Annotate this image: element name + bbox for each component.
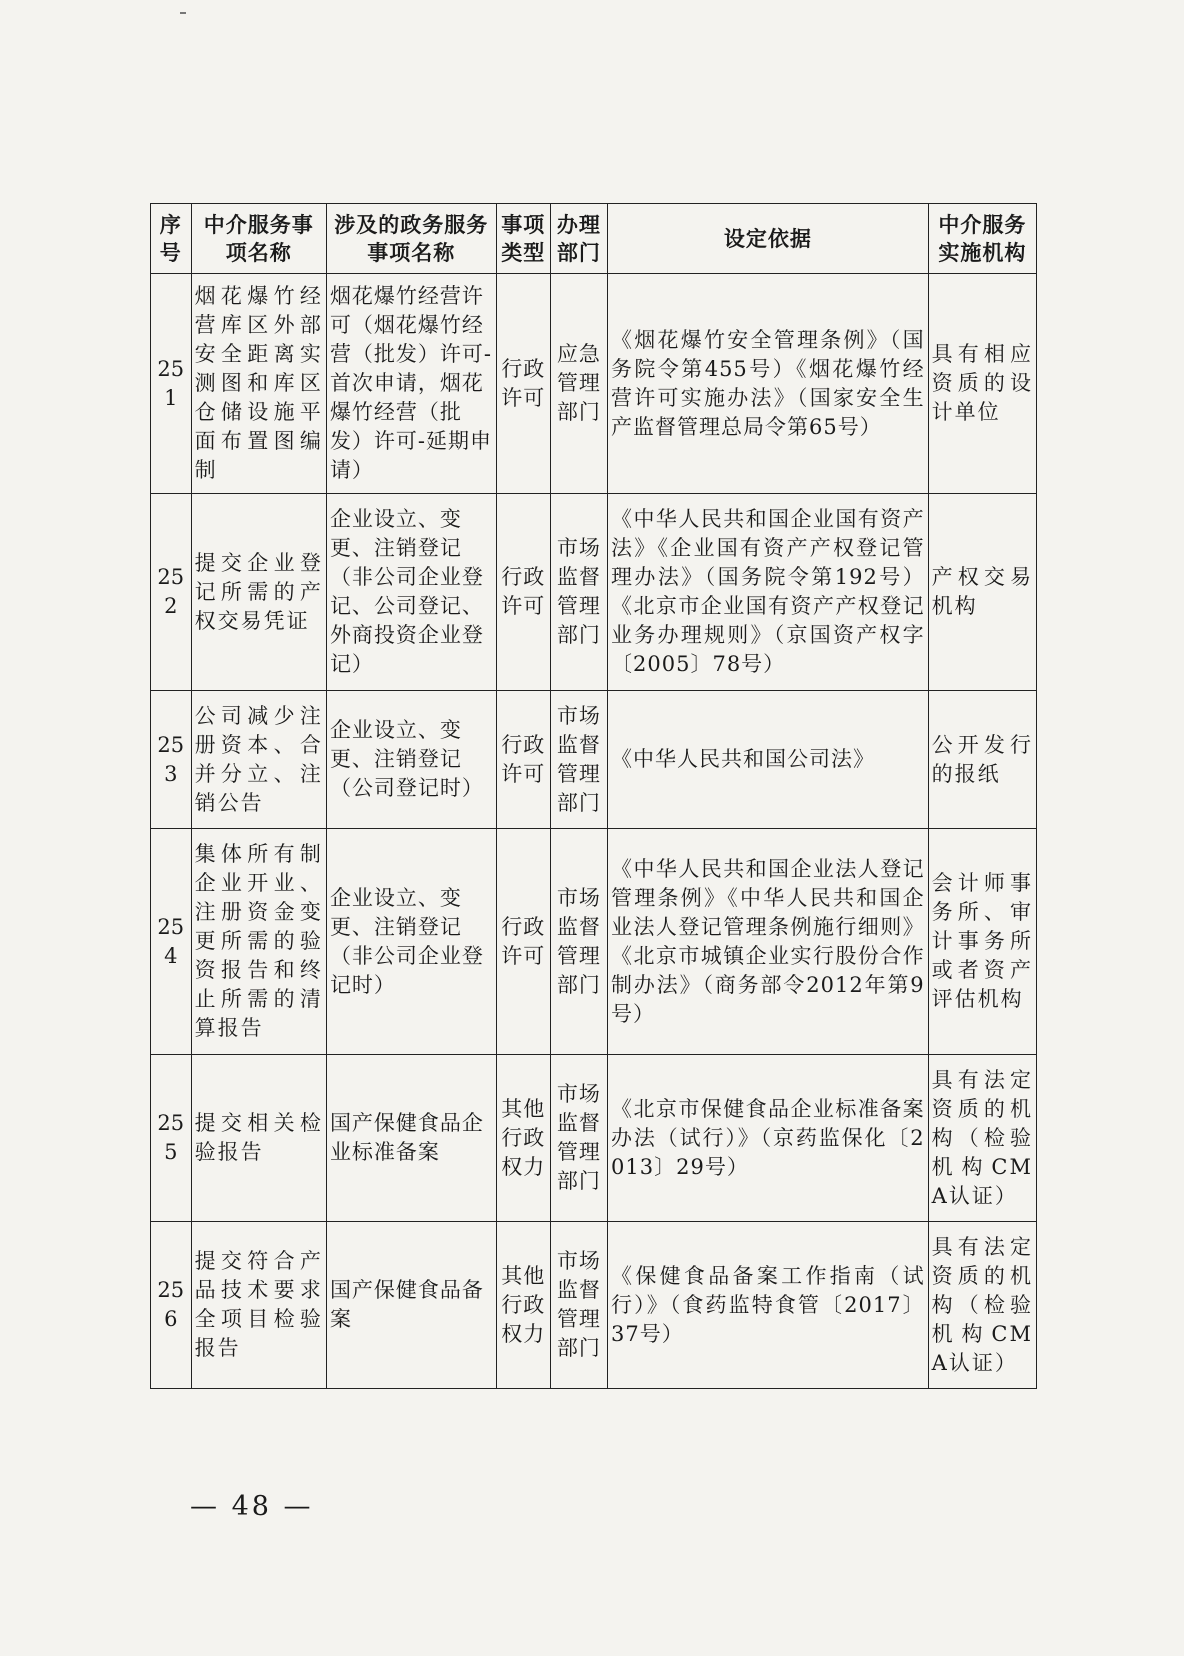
cell-dept: 市场监督管理部门 [550,829,607,1055]
header-service-name: 中介服务事项名称 [191,204,326,274]
header-basis: 设定依据 [608,204,929,274]
page-number: — 48 — [190,1491,314,1522]
table-row [151,494,1037,691]
cell-agency: 会计师事务所、审计事务所或者资产评估机构 [928,829,1036,1055]
cell-gov-service: 国产保健食品备案 [326,1222,496,1389]
header-agency: 中介服务实施机构 [928,204,1036,274]
cell-type: 行政许可 [496,829,550,1055]
cell-no: 253 [151,691,192,829]
cell-basis: 《中华人民共和国企业法人登记管理条例》《中华人民共和国企业法人登记管理条例施行细则》《北京市城镇企业实行股份合作制办法》（商务部令2012年第9号） [608,829,929,1055]
header-type: 事项类型 [496,204,550,274]
cell-gov-service: 国产保健食品企业标准备案 [326,1055,496,1222]
cell-agency: 公开发行的报纸 [928,691,1036,829]
cell-basis: 《中华人民共和国公司法》 [608,691,929,829]
cell-basis: 《保健食品备案工作指南（试行）》（食药监特食管〔2017〕37号） [608,1222,929,1389]
intermediary-services-table [150,203,1037,1389]
cell-gov-service: 企业设立、变更、注销登记（非公司企业登记时） [326,829,496,1055]
table-row [151,1222,1037,1389]
cell-dept: 市场监督管理部门 [550,691,607,829]
table-row [151,274,1037,494]
cell-no: 251 [151,274,192,494]
cell-dept: 市场监督管理部门 [550,494,607,691]
table-row [151,1055,1037,1222]
table-header-row [151,204,1037,274]
cell-type: 其他行政权力 [496,1222,550,1389]
cell-basis: 《北京市保健食品企业标准备案办法（试行）》（京药监保化〔2013〕29号） [608,1055,929,1222]
cell-basis: 《烟花爆竹安全管理条例》（国务院令第455号）《烟花爆竹经营许可实施办法》（国家安全生产监督管理总局令第65号） [608,274,929,494]
cell-type: 行政许可 [496,274,550,494]
cell-service-name: 提交相关检验报告 [191,1055,326,1222]
cell-basis: 《中华人民共和国企业国有资产法》《企业国有资产产权登记管理办法》（国务院令第192号）《北京市企业国有资产产权登记业务办理规则》（京国资产权字〔2005〕78号） [608,494,929,691]
cell-service-name: 烟花爆竹经营库区外部安全距离实测图和库区仓储设施平面布置图编制 [191,274,326,494]
cell-service-name: 提交符合产品技术要求全项目检验报告 [191,1222,326,1389]
cell-service-name: 集体所有制企业开业、注册资金变更所需的验资报告和终止所需的清算报告 [191,829,326,1055]
cell-no: 255 [151,1055,192,1222]
header-gov-service: 涉及的政务服务事项名称 [326,204,496,274]
cell-gov-service: 企业设立、变更、注销登记（公司登记时） [326,691,496,829]
cell-dept: 市场监督管理部门 [550,1055,607,1222]
cell-dept: 市场监督管理部门 [550,1222,607,1389]
cell-type: 行政许可 [496,691,550,829]
scan-mark [180,12,186,14]
cell-agency: 具有相应资质的设计单位 [928,274,1036,494]
cell-agency: 产权交易机构 [928,494,1036,691]
cell-dept: 应急管理部门 [550,274,607,494]
cell-no: 252 [151,494,192,691]
cell-service-name: 提交企业登记所需的产权交易凭证 [191,494,326,691]
cell-gov-service: 烟花爆竹经营许可（烟花爆竹经营（批发）许可-首次申请，烟花爆竹经营（批发）许可-延期申请） [326,274,496,494]
table-row [151,691,1037,829]
cell-type: 其他行政权力 [496,1055,550,1222]
cell-agency: 具有法定资质的机构（检验机构CMA认证） [928,1055,1036,1222]
cell-gov-service: 企业设立、变更、注销登记（非公司企业登记、公司登记、外商投资企业登记） [326,494,496,691]
cell-no: 256 [151,1222,192,1389]
cell-agency: 具有法定资质的机构（检验机构CMA认证） [928,1222,1036,1389]
header-dept: 办理部门 [550,204,607,274]
cell-type: 行政许可 [496,494,550,691]
table-row [151,829,1037,1055]
cell-no: 254 [151,829,192,1055]
header-no: 序号 [151,204,192,274]
cell-service-name: 公司减少注册资本、合并分立、注销公告 [191,691,326,829]
